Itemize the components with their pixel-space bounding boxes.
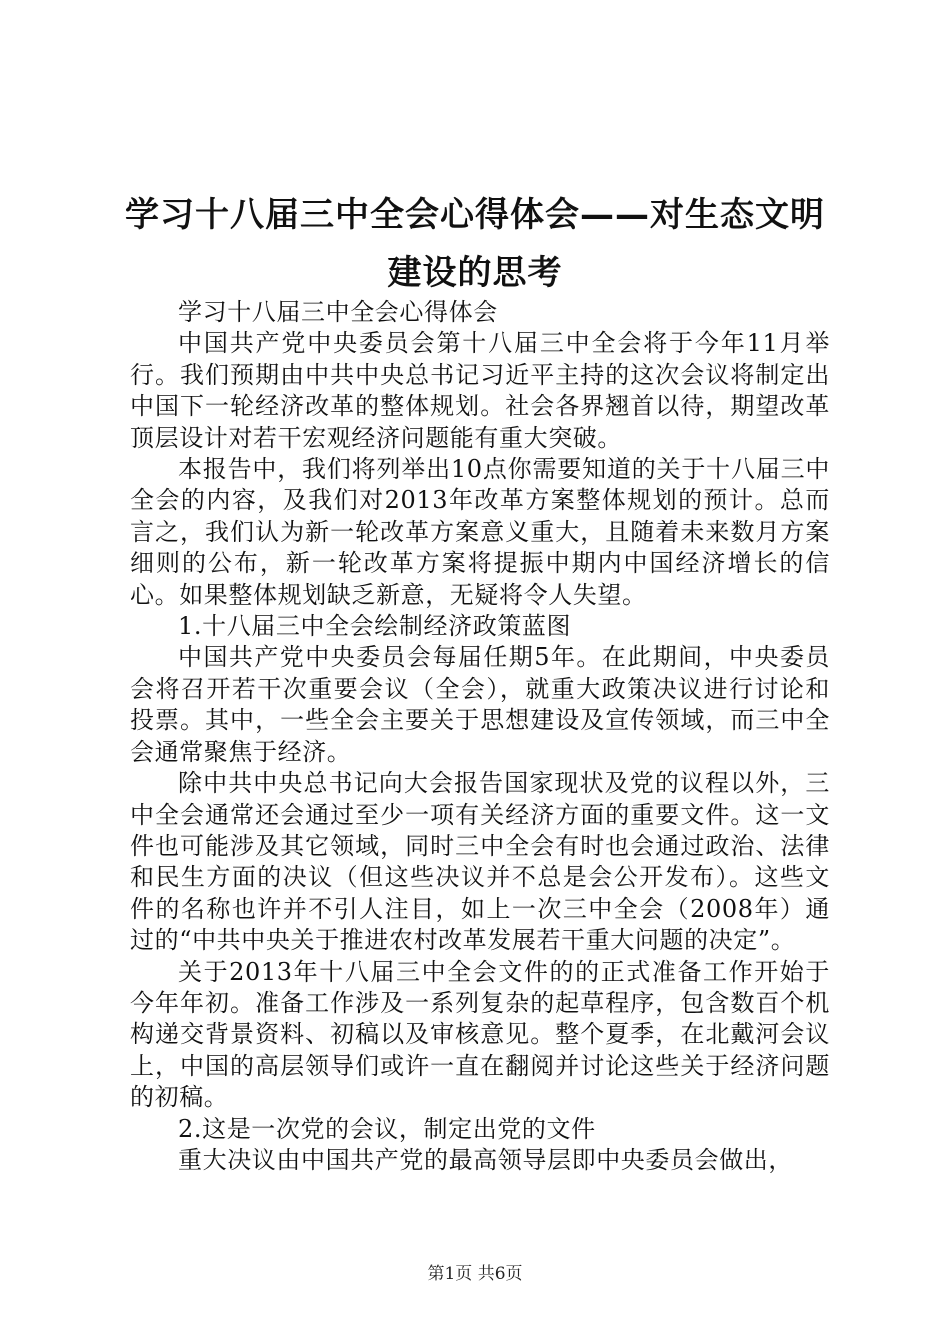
paragraph: 关于2013年十八届三中全会文件的的正式准备工作开始于今年年初。准备工作涉及一系列复杂的起草程序，包含数百个机构递交背景资料、初稿以及审核意见。整个夏季，在北戴河会议上，中国的高层领导们或许一直在翻阅并讨论这些关于经济问题的初稿。 [130,957,830,1112]
paragraph: 本报告中，我们将列举出10点你需要知道的关于十八届三中全会的内容，及我们对2013年改革方案整体规划的预计。总而言之，我们认为新一轮改革方案意义重大，且随着未来数月方案细则的公布，新一轮改革方案将提振中期内中国经济增长的信心。如果整体规划缺乏新意，无疑将令人失望。 [130,455,830,609]
section-heading: 1.十八届三中全会绘制经济政策蓝图 [178,612,572,641]
document-body [130,297,830,1176]
paragraph: 中国共产党中央委员会第十八届三中全会将于今年11月举行。我们预期由中共中央总书记习近平主持的这次会议将制定出中国下一轮经济改革的整体规划。社会各界翘首以待，期望改革顶层设计对若干宏观经济问题能有重大突破。 [130,329,830,452]
paragraph: 重大决议由中国共产党的最高领导层即中央委员会做出， [178,1145,793,1174]
page-number-footer: 第1页 共6页 [427,1264,523,1284]
paragraph-subtitle: 学习十八届三中全会心得体会 [178,298,498,326]
section-heading: 2.这是一次党的会议，制定出党的文件 [178,1114,596,1143]
document-title: 学习十八届三中全会心得体会——对生态文明建设的思考 [125,195,825,293]
paragraph: 中国共产党中央委员会每届任期5年。在此期间，中央委员会将召开若干次重要会议（全会），就重大政策决议进行讨论和投票。其中，一些全会主要关于思想建设及宣传领域，而三中全会通常聚焦于经济。 [130,643,830,766]
paragraph: 除中共中央总书记向大会报告国家现状及党的议程以外，三中全会通常还会通过至少一项有关经济方面的重要文件。这一文件也可能涉及其它领域，同时三中全会有时也会通过政治、法律和民生方面的决议（但这些决议并不总是会公开发布）。这些文件的名称也许并不引人注目，如上一次三中全会（2008年）通过的“中共中央关于推进农村改革发展若干重大问题的决定”。 [130,769,830,955]
